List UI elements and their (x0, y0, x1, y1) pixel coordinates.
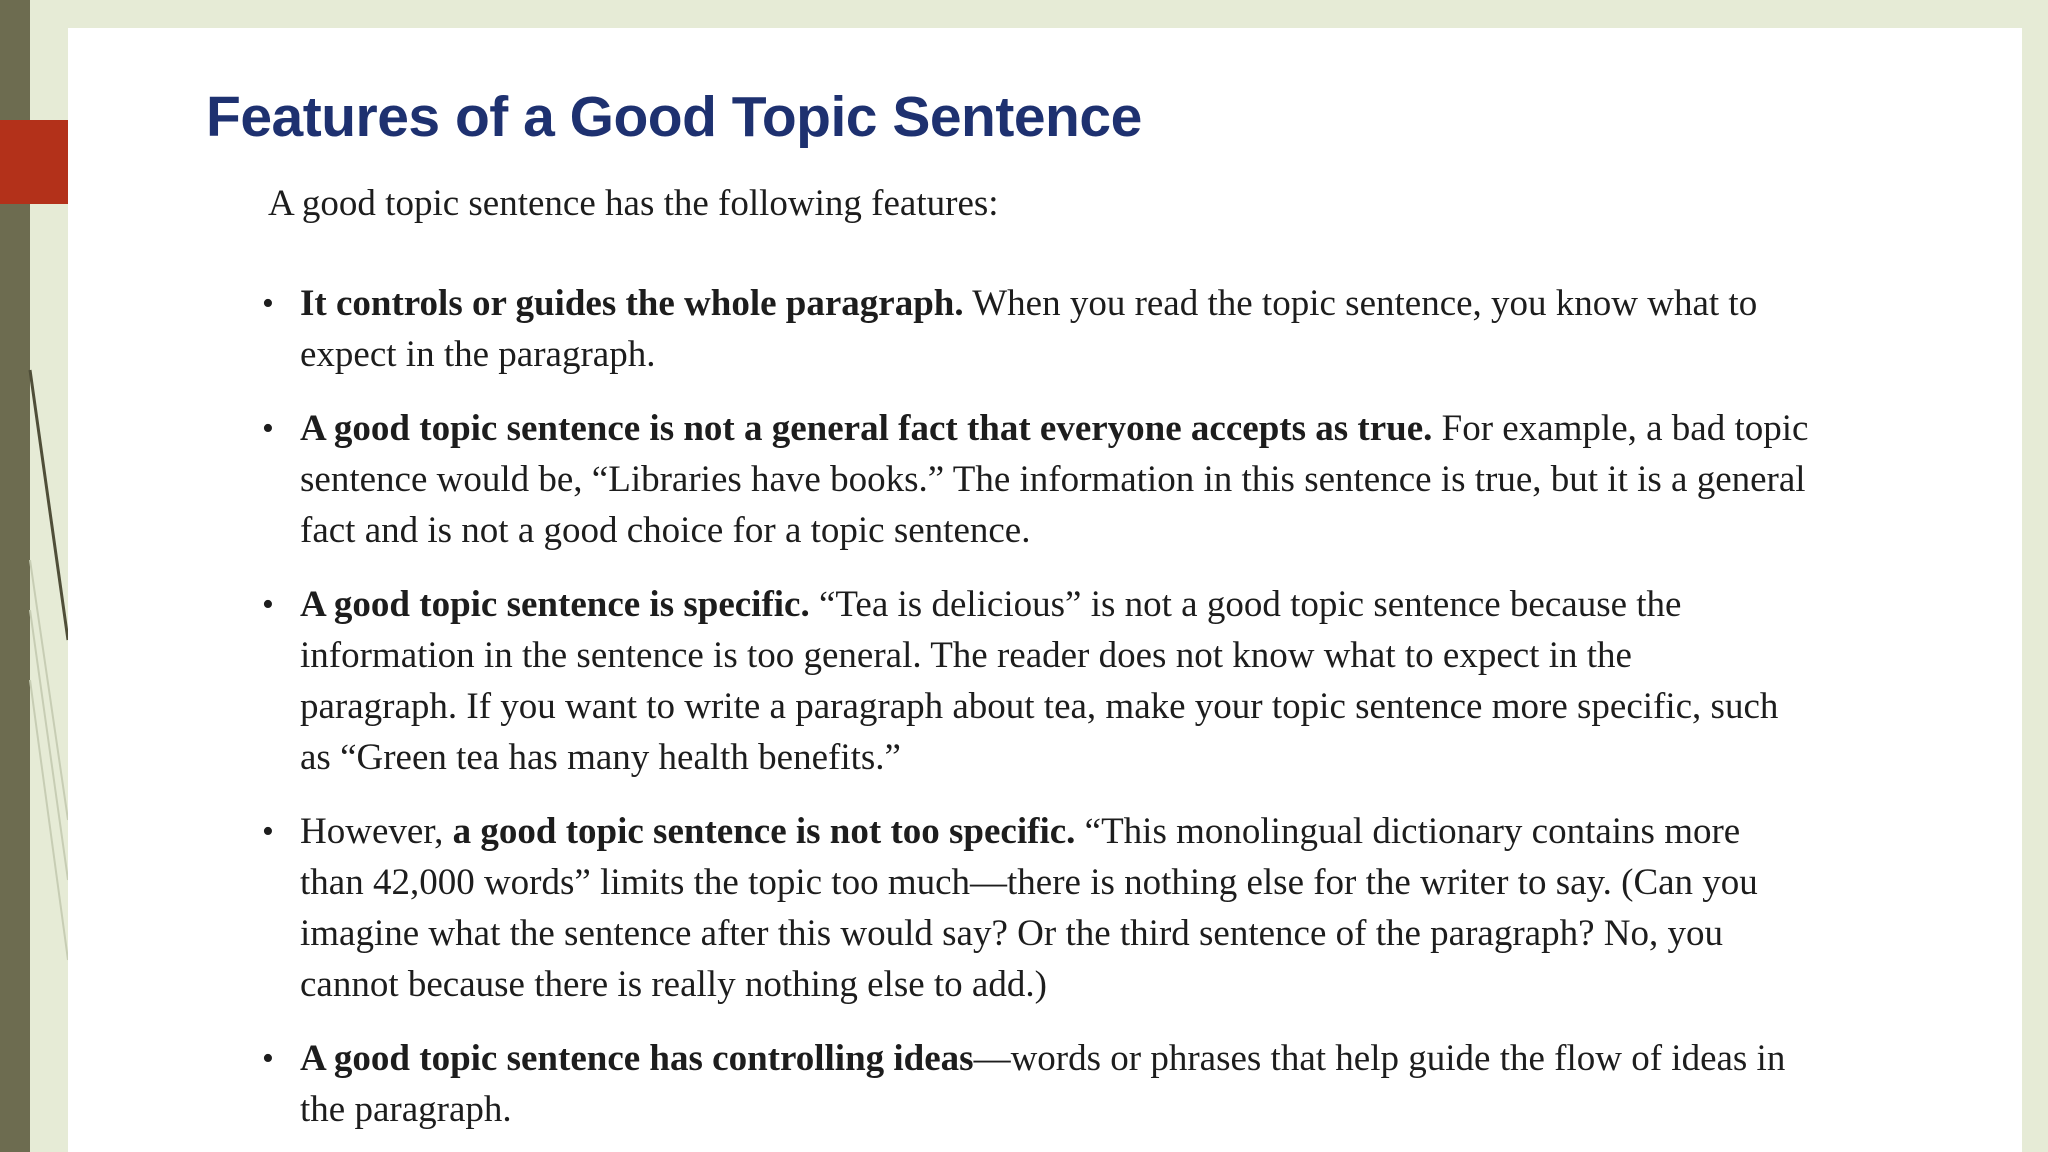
bullet-line: cannot because there is really nothing else to add.) (300, 964, 1047, 1005)
bullet-text: For example, a bad topic (1432, 408, 1809, 449)
bullet-text: However, (300, 811, 453, 852)
bullet-line (300, 1033, 1900, 1084)
bullet-bold-text: A good topic sentence has controlling ideas (300, 1038, 974, 1079)
slide-content-area (68, 28, 2022, 1152)
bullet-icon: • (262, 410, 274, 447)
bullet-text: “This monolingual dictionary contains more (1075, 811, 1741, 852)
bullet-line (300, 278, 1900, 329)
bullet-line: the paragraph. (300, 1089, 512, 1130)
bullet-text: When you read the topic sentence, you know what to (963, 283, 1758, 324)
bullet-line: fact and is not a good choice for a topic sentence. (300, 510, 1031, 551)
bullet-icon: • (262, 1040, 274, 1077)
bullet-bold-text: a good topic sentence is not too specific. (452, 811, 1076, 852)
bullet-line: as “Green tea has many health benefits.” (300, 737, 901, 778)
bullet-line (300, 579, 1900, 630)
intro-text: A good topic sentence has the following features: (268, 183, 999, 224)
bullet-text: “Tea is delicious” is not a good topic sentence because the (809, 584, 1682, 625)
bullet-icon: • (262, 285, 274, 322)
bullet-line: paragraph. If you want to write a paragraph about tea, make your topic sentence more specific, such (300, 686, 1779, 727)
bullet-icon: • (262, 586, 274, 623)
bullet-line (300, 403, 1900, 454)
bullet-line: than 42,000 words” limits the topic too much—there is nothing else for the writer to say. (Can you (300, 862, 1758, 903)
bullet-item-4 (262, 806, 1900, 1010)
bullet-item-1 (262, 278, 1900, 380)
bullet-line: sentence would be, “Libraries have books.” The information in this sentence is true, but it is a general (300, 459, 1806, 500)
bullet-bold-text: A good topic sentence is not a general fact that everyone accepts as true. (300, 408, 1433, 449)
accent-block (0, 120, 68, 204)
bullet-item-2 (262, 403, 1900, 556)
slide-title: Features of a Good Topic Sentence (206, 85, 1142, 149)
bullet-icon: • (262, 813, 274, 850)
bullet-line: information in the sentence is too general. The reader does not know what to expect in the (300, 635, 1632, 676)
bullet-bold-text: It controls or guides the whole paragraph. (300, 283, 964, 324)
bullet-item-5 (262, 1033, 1900, 1135)
bullet-bold-text: A good topic sentence is specific. (300, 584, 810, 625)
bullet-item-3 (262, 579, 1900, 783)
bullet-text: —words or phrases that help guide the flow of ideas in (973, 1038, 1786, 1079)
bullet-line: imagine what the sentence after this would say? Or the third sentence of the paragraph? No, you (300, 913, 1723, 954)
bullet-line (300, 806, 1900, 857)
bullet-line: expect in the paragraph. (300, 334, 656, 375)
